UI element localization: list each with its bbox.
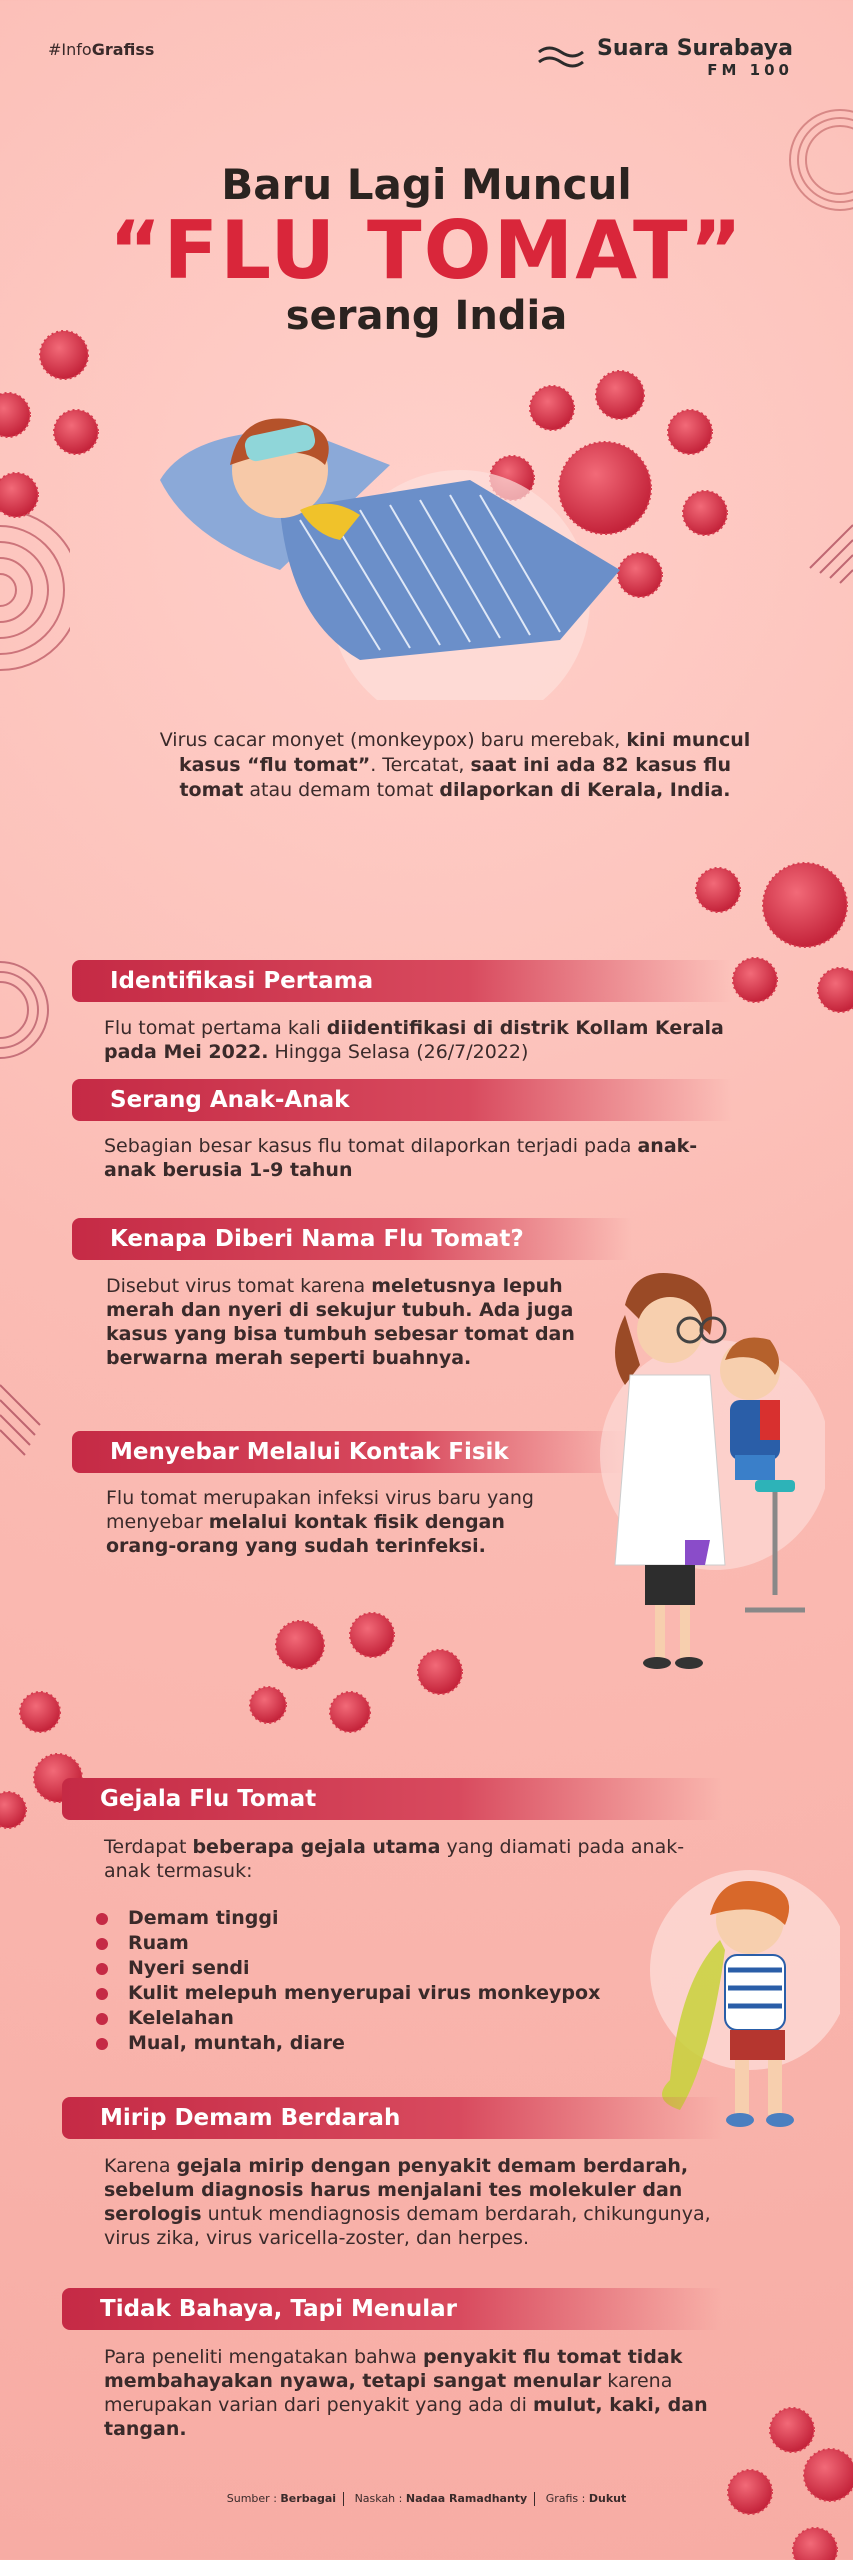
concentric-circles-decoration [0, 500, 70, 680]
brand-sub: FM 100 [707, 61, 793, 79]
brand-logo [597, 36, 793, 79]
section-text-serang-anak: Sebagian besar kasus flu tomat dilaporkan terjadi pada anak-anak berusia 1-9 tahun [104, 1135, 698, 1181]
section-text-identifikasi: Flu tomat pertama kali diidentifikasi di distrik Kollam Kerala pada Mei 2022. Hingga Selasa (26/7/2022) [104, 1017, 724, 1063]
section-header-gejala: Gejala Flu Tomat [62, 1778, 722, 1820]
section-header-identifikasi: Identifikasi Pertama [72, 960, 732, 1002]
striped-sphere-decoration [0, 960, 60, 1060]
hashtag: #InfoGrafiss [48, 40, 155, 59]
symptom-list [96, 1906, 600, 2056]
section-header-tidak-bahaya: Tidak Bahaya, Tapi Menular [62, 2288, 722, 2330]
title-line-2: “FLU TOMAT” [108, 204, 745, 297]
section-text-kontak-fisik: Flu tomat merupakan infeksi virus baru yang menyebar melalui kontak fisik dengan orang-orang yang sudah terinfeksi. [106, 1487, 534, 1557]
list-item: Nyeri sendi [96, 1956, 600, 1981]
title-line-3: serang India [285, 293, 568, 339]
section-text-kenapa-nama: Disebut virus tomat karena meletusnya lepuh merah dan nyeri di sekujur tubuh. Ada juga kasus yang bisa tumbuh sebesar tomat dan berwarna merah seperti buahnya. [106, 1275, 575, 1369]
list-item: Mual, muntah, diare [96, 2031, 600, 2056]
striped-sphere-decoration [805, 520, 853, 610]
doctor-child-illustration [585, 1265, 825, 1675]
section-header-kenapa-nama: Kenapa Diberi Nama Flu Tomat? [72, 1218, 632, 1260]
list-item: Kulit melepuh menyerupai virus monkeypox [96, 1981, 600, 2006]
striped-sphere-decoration [0, 1375, 45, 1465]
title-block [0, 160, 853, 339]
section-text-gejala: Terdapat beberapa gejala utama yang diamati pada anak-anak termasuk: [104, 1836, 685, 1882]
title-line-1: Baru Lagi Muncul [221, 160, 632, 209]
intro-paragraph: Virus cacar monyet (monkeypox) baru merebak, kini muncul kasus “flu tomat”. Tercatat, saat ini ada 82 kasus flu tomat atau demam tomat dilaporkan di Kerala, India. [159, 729, 751, 801]
list-item: Kelelahan [96, 2006, 600, 2031]
brand-name: Suara Surabaya [596, 36, 793, 61]
list-item: Demam tinggi [96, 1906, 600, 1931]
list-item: Ruam [96, 1931, 600, 1956]
section-header-serang-anak: Serang Anak-Anak [72, 1079, 732, 1121]
sick-child-illustration [130, 370, 650, 700]
section-text-mirip-demam: Karena gejala mirip dengan penyakit demam berdarah, sebelum diagnosis harus menjalani tes molekuler dan serologis untuk mendiagnosis demam berdarah, chikungunya, virus zika, virus varicella-zoster, dan herpes. [104, 2155, 711, 2249]
section-header-kontak-fisik: Menyebar Melalui Kontak Fisik [72, 1431, 632, 1473]
section-header-mirip-demam: Mirip Demam Berdarah [62, 2097, 722, 2139]
section-text-tidak-bahaya: Para peneliti mengatakan bahwa penyakit flu tomat tidak membahayakan nyawa, tetapi sangat menular karena merupakan varian dari penyakit yang ada di mulut, kaki, dan tangan. [104, 2346, 708, 2440]
radio-wave-icon [535, 42, 587, 72]
credits-footer: Sumber : Berbagai Naskah : Nadaa Ramadhanty Grafis : Dukut [226, 2492, 627, 2505]
